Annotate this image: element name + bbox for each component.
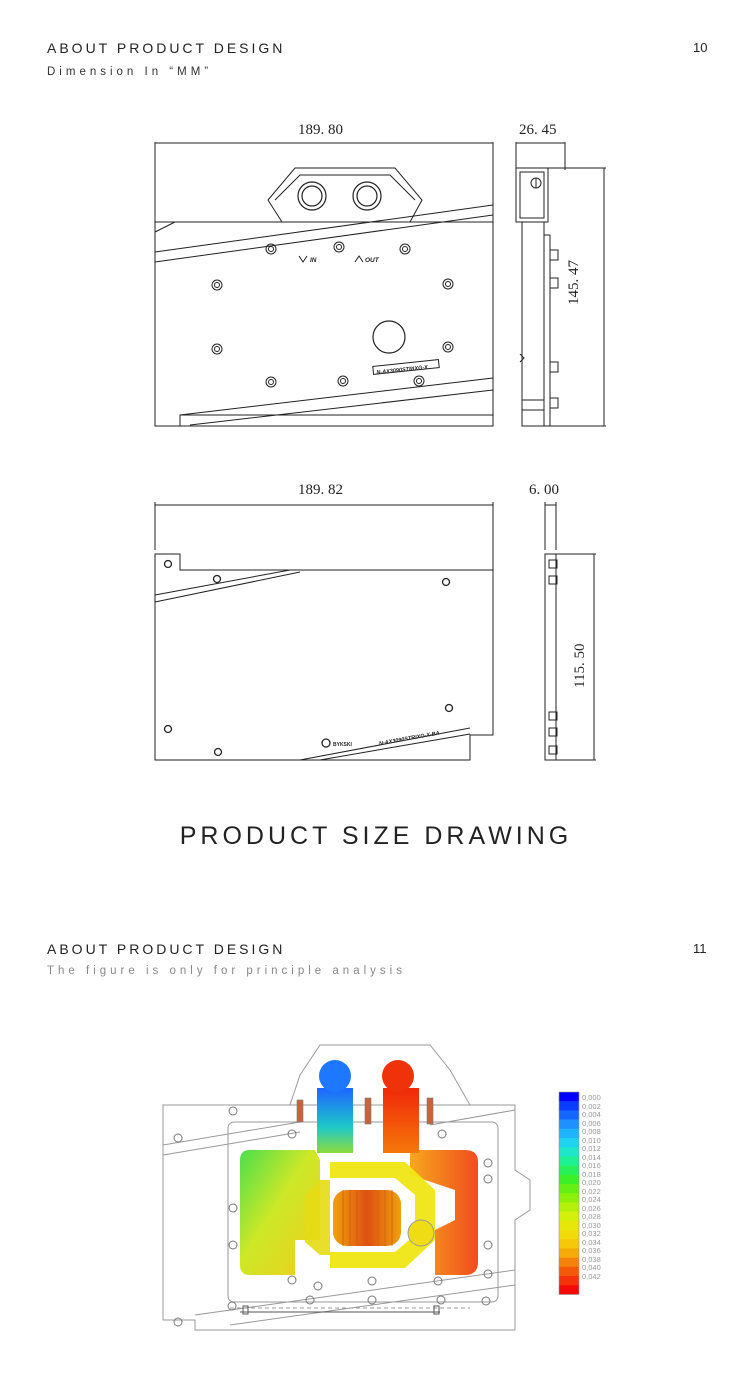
legend-label: 0,030 [582, 1220, 601, 1230]
section-11-subtitle: The figure is only for principle analysis [47, 965, 406, 977]
dimension-height-1: 145. 47 [566, 260, 582, 305]
legend-color-swatch [559, 1239, 579, 1249]
product-size-drawing-title: PRODUCT SIZE DRAWING [179, 822, 573, 850]
dimension-width-1: 189. 80 [298, 122, 343, 138]
legend-color-swatch [559, 1110, 579, 1120]
legend-label: 0,006 [582, 1118, 601, 1128]
legend-label: 0,014 [582, 1152, 601, 1162]
legend-color-swatch [559, 1276, 579, 1286]
color-scale-legend [559, 1092, 579, 1295]
legend-label: 0,032 [582, 1229, 601, 1238]
legend-label: 0,034 [582, 1237, 601, 1247]
legend-color-swatch [559, 1221, 579, 1231]
legend-label: 0,018 [582, 1169, 601, 1179]
legend-label: 0,036 [582, 1246, 601, 1255]
legend-color-swatch [559, 1156, 579, 1166]
legend-label: 0,000 [582, 1093, 601, 1102]
legend-color-swatch [559, 1175, 579, 1185]
legend-label: 0,002 [582, 1101, 601, 1111]
model-label-top: N-AX3090STRIXG-X [376, 364, 429, 377]
model-label-backplate: N-AX3090STRIXG-X-BA [378, 730, 441, 748]
legend-color-swatch [559, 1230, 579, 1240]
legend-color-swatch [559, 1166, 579, 1176]
section-10-title: ABOUT PRODUCT DESIGN [47, 40, 286, 56]
legend-label: 0,016 [582, 1161, 601, 1170]
legend-color-swatch [559, 1129, 579, 1139]
legend-label: 0,008 [582, 1127, 601, 1136]
legend-label: 0,042 [582, 1271, 601, 1281]
legend-color-swatch [559, 1184, 579, 1194]
legend-label: 0,010 [582, 1135, 601, 1145]
flow-simulation-figure [0, 1030, 752, 1350]
drawing-backplate-view [0, 490, 752, 780]
legend-color-swatch [559, 1267, 579, 1277]
legend-color-swatch [559, 1212, 579, 1222]
outlet-label: OUT [365, 257, 379, 264]
legend-color-swatch [559, 1147, 579, 1157]
legend-color-swatch [559, 1193, 579, 1203]
legend-label: 0,040 [582, 1263, 601, 1272]
section-11-title: ABOUT PRODUCT DESIGN [47, 941, 286, 957]
dimension-thickness-2: 6. 00 [529, 482, 559, 498]
legend-label: 0,020 [582, 1178, 601, 1187]
legend-label: 0,022 [582, 1186, 601, 1196]
legend-color-swatch [559, 1101, 579, 1111]
inlet-label: IN [310, 257, 317, 264]
legend-color-swatch [559, 1120, 579, 1130]
brand-label-backplate: BYKSKI [333, 742, 352, 748]
dimension-thickness-1: 26. 45 [519, 122, 557, 138]
page-number-10: 10 [693, 40, 708, 55]
legend-label: 0,004 [582, 1110, 601, 1119]
legend-color-swatch [559, 1258, 579, 1268]
dimension-width-2: 189. 82 [298, 482, 343, 498]
legend-label: 0,024 [582, 1195, 601, 1204]
legend-color-swatch [559, 1285, 579, 1295]
legend-color-swatch [559, 1248, 579, 1258]
legend-color-swatch [559, 1092, 579, 1102]
section-10-subtitle: Dimension In “MM” [47, 66, 213, 78]
legend-color-swatch [559, 1202, 579, 1212]
legend-label: 0,028 [582, 1212, 601, 1221]
legend-labels [582, 1093, 601, 1280]
legend-label: 0,012 [582, 1144, 601, 1153]
dimension-height-2: 115. 50 [572, 643, 588, 688]
legend-label: 0,038 [582, 1254, 601, 1264]
legend-label: 0,026 [582, 1203, 601, 1213]
page-number-11: 11 [693, 941, 707, 956]
legend-color-swatch [559, 1138, 579, 1148]
